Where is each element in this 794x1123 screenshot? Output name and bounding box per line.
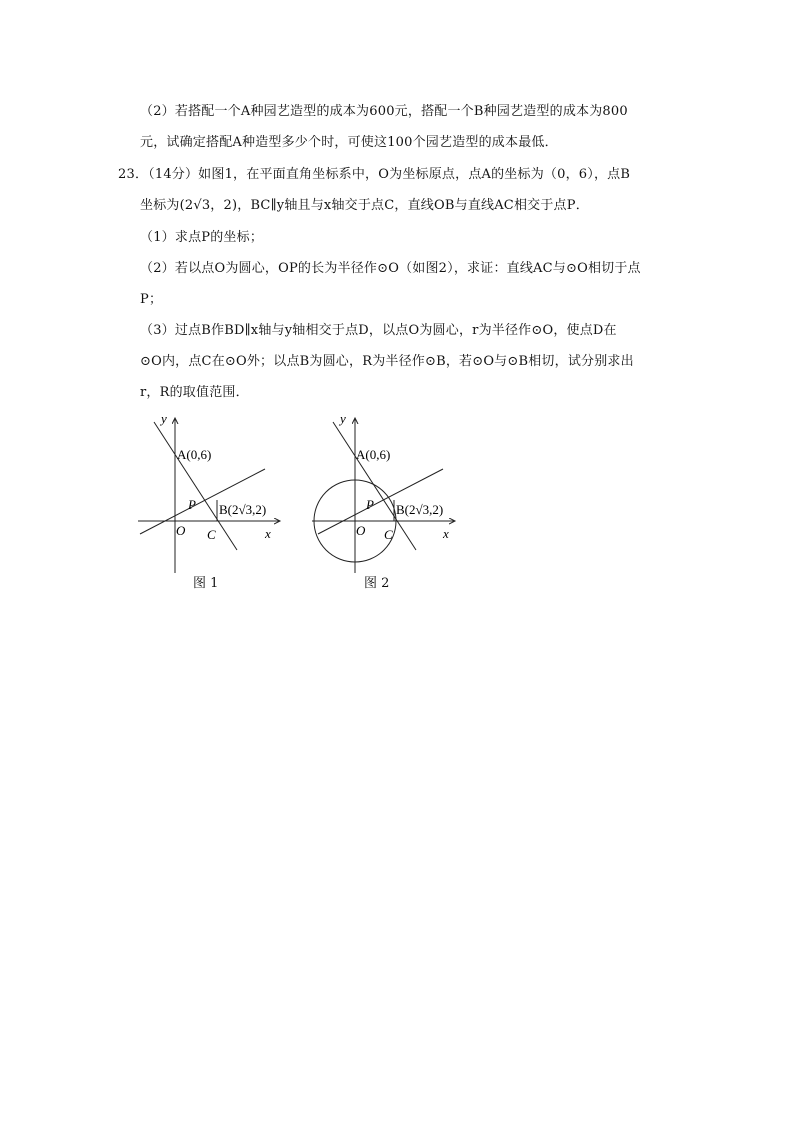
label-y: y	[340, 411, 346, 426]
q23-sub3a: （3）过点B作BD∥x轴与y轴相交于点D，以点O为圆心，r为半径作⊙O，使点D在	[140, 323, 617, 338]
figure-1	[130, 410, 290, 575]
label-c: C	[384, 527, 393, 542]
label-a: A(0,6)	[356, 447, 391, 462]
label-y: y	[161, 411, 167, 426]
label-c: C	[207, 527, 216, 542]
line-ac	[333, 422, 416, 550]
label-p: P	[366, 497, 374, 512]
label-o: O	[356, 523, 366, 538]
label-x: x	[265, 526, 271, 541]
q23-line1: 23．（14分）如图1，在平面直角坐标系中，O为坐标原点，点A的坐标为（0，6），点B	[118, 167, 631, 182]
label-o: O	[176, 523, 186, 538]
label-a: A(0,6)	[177, 447, 212, 462]
q23-sub2b: P；	[140, 292, 163, 307]
figure-1-caption: 图 1	[193, 576, 219, 591]
label-p: P	[188, 497, 196, 512]
line-ac	[154, 422, 237, 550]
figure-2	[300, 410, 470, 575]
label-b: B(2√3,2)	[396, 502, 444, 517]
q23-sub2a: （2）若以点O为圆心，OP的长为半径作⊙O（如图2），求证：直线AC与⊙O相切于点	[140, 261, 641, 276]
q23-sub1: （1）求点P的坐标；	[140, 230, 264, 245]
label-x: x	[443, 526, 449, 541]
q23-sub3c: r，R的取值范围．	[140, 385, 249, 400]
label-b: B(2√3,2)	[219, 502, 267, 517]
figure-2-caption: 图 2	[364, 576, 390, 591]
part2-line2: 元，试确定搭配A种造型多少个时，可使这100个园艺造型的成本最低．	[140, 135, 558, 150]
q23-sub3b: ⊙O内，点C在⊙O外；以点B为圆心，R为半径作⊙B，若⊙O与⊙B相切，试分别求出	[140, 354, 634, 369]
part2-line1: （2）若搭配一个A种园艺造型的成本为600元，搭配一个B种园艺造型的成本为800	[140, 104, 628, 119]
q23-line2: 坐标为(2√3，2)，BC∥y轴且与x轴交于点C，直线OB与直线AC相交于点P．	[140, 198, 589, 213]
